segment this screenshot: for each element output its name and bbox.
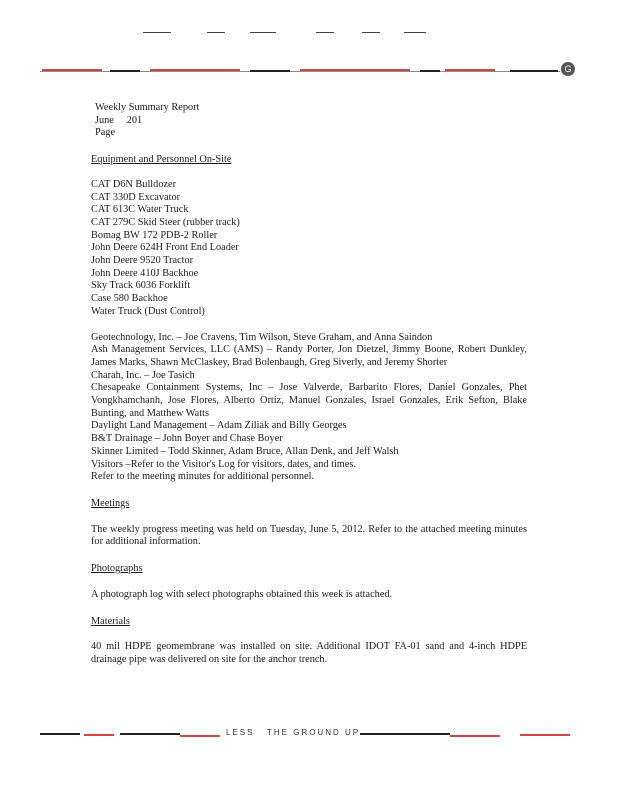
scan-artifact-dash — [404, 32, 426, 33]
section-heading-equipment: Equipment and Personnel On-Site — [91, 154, 232, 166]
list-item: Visitors –Refer to the Visitor's Log for visitors, dates, and times. — [91, 458, 356, 470]
list-item: John Deere 624H Front End Loader — [91, 242, 239, 254]
list-item: Sky Track 6036 Forklift — [91, 280, 191, 292]
list-item: Case 580 Backhoe — [91, 293, 168, 305]
personnel-list — [91, 332, 527, 484]
list-item: B&T Drainage – John Boyer and Chase Boyer — [91, 433, 283, 445]
list-item: John Deere 9520 Tractor — [91, 255, 194, 267]
list-item: Daylight Land Management – Adam Ziliak and Billy Georges — [91, 420, 347, 432]
scan-artifact-dash — [207, 32, 225, 33]
list-item: Ash Management Services, LLC (AMS) – Randy Porter, Jon Dietzel, Jimmy Boone, Robert Dunkley, James Marks, Shawn McClaskey, Brad Bolenbaugh, Greg Siverly, and Jeremy Shorter — [91, 344, 527, 368]
section-heading-photographs: Photographs — [91, 563, 143, 575]
list-item: Geotechnology, Inc. – Joe Cravens, Tim Wilson, Steve Graham, and Anna Saindon — [91, 331, 433, 343]
report-page-label: Page — [95, 127, 116, 139]
meetings-paragraph: The weekly progress meeting was held on Tuesday, June 5, 2012. Refer to the attached meeting minutes for additional information. — [91, 523, 527, 548]
list-item: CAT 330D Excavator — [91, 191, 181, 203]
report-title: Weekly Summary Report — [95, 102, 200, 113]
section-heading-materials: Materials — [91, 615, 130, 627]
list-item: Water Truck (Dust Control) — [91, 305, 205, 317]
report-date: June 201 — [95, 114, 143, 126]
scan-artifact-dash — [316, 32, 334, 33]
scan-artifact-dash — [250, 32, 276, 33]
list-item: Bomag BW 172 PDB-2 Roller — [91, 229, 218, 241]
list-item: Charah, Inc. – Joe Tasich — [91, 369, 195, 381]
list-item: CAT D6N Bulldozer — [91, 178, 177, 190]
list-item: CAT 279C Skid Steer (rubber track) — [91, 216, 240, 228]
materials-paragraph: 40 mil HDPE geomembrane was installed on site. Additional IDOT FA-01 sand and 4-inch HDPE drainage pipe was delivered on site for the anchor trench. — [91, 641, 527, 665]
scan-artifact-bottom-text: LESS THE GROUND UP — [226, 728, 361, 737]
list-item: Skinner Limited – Todd Skinner, Adam Bruce, Allan Denk, and Jeff Walsh — [91, 445, 399, 457]
list-item: Chesapeake Containment Systems, Inc – Jose Valverde, Barbarito Flores, Daniel Gonzales, Phet Vongkhamchanh, Jose Flores, Alberto Ortiz, Manuel Gonzales, Israel Gonzales, Erik Sefton, Blake Bunting, and Matthew Watts — [91, 382, 527, 419]
scan-artifact-dash — [362, 32, 380, 33]
scan-artifact-circle: G — [561, 62, 575, 76]
scan-artifact-top-band — [40, 66, 560, 76]
list-item: Refer to the meeting minutes for additional personnel. — [91, 471, 315, 483]
equipment-list — [91, 179, 527, 319]
section-heading-meetings: Meetings — [91, 497, 130, 509]
document-body — [91, 102, 527, 667]
list-item: CAT 613C Water Truck — [91, 204, 189, 216]
scan-artifact-dash — [143, 32, 171, 33]
list-item: John Deere 410J Backhoe — [91, 267, 199, 279]
report-header — [91, 102, 527, 140]
photographs-paragraph: A photograph log with select photographs obtained this week is attached. — [91, 588, 393, 600]
